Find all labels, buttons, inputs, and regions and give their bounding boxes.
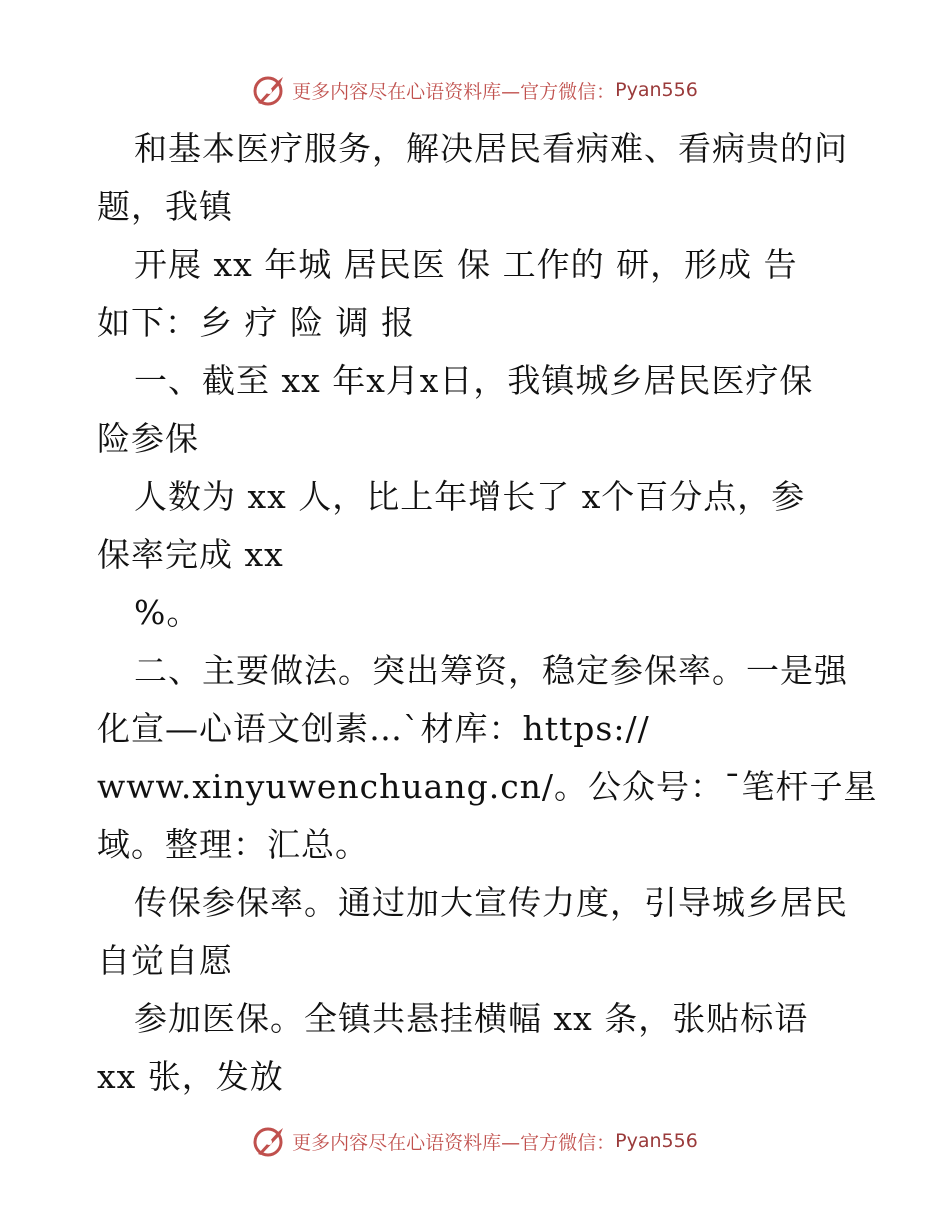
text-line: xx 张，发放 xyxy=(97,1057,284,1096)
text-line: 人数为 xx 人，比上年增长了 x个百分点，参 xyxy=(134,477,806,516)
text-line: www.xinyuwenchuang.cn/。公众号：¯笔杆子星 xyxy=(97,767,878,806)
text-line: 域。整理：汇总。 xyxy=(97,825,369,864)
footer-wechat-id: Pyan556 xyxy=(615,1130,698,1152)
text-line: 开展 xx 年城 居民医 保 工作的 研，形成 告 xyxy=(134,245,798,284)
header-watermark xyxy=(0,70,950,110)
text-line: %。 xyxy=(134,593,201,632)
text-line: 险参保 xyxy=(97,419,199,458)
text-line: 保率完成 xx xyxy=(97,535,284,574)
footer-watermark xyxy=(0,1121,950,1161)
document-body xyxy=(0,119,950,1109)
text-line: 传保参保率。通过加大宣传力度，引导城乡居民 xyxy=(134,883,848,922)
header-brand-text: 更多内容尽在心语资料库—官方微信： xyxy=(292,80,616,103)
text-line: 一、截至 xx 年x月x日，我镇城乡居民医疗保 xyxy=(134,361,814,400)
text-line: 和基本医疗服务，解决居民看病难、看病贵的问 xyxy=(134,129,848,168)
header-wechat-id: Pyan556 xyxy=(615,79,698,101)
footer-brand-text: 更多内容尽在心语资料库—官方微信： xyxy=(292,1131,616,1154)
text-line: 自觉自愿 xyxy=(97,941,233,980)
text-line: 二、主要做法。突出筹资，稳定参保率。一是强 xyxy=(134,651,848,690)
pen-nib-logo-icon xyxy=(252,1124,286,1158)
text-line: 题，我镇 xyxy=(97,187,233,226)
pen-nib-logo-icon xyxy=(252,73,286,107)
text-line: 化宣—心语文创素…`材库：https:// xyxy=(97,709,650,748)
text-line: 参加医保。全镇共悬挂横幅 xx 条，张贴标语 xyxy=(134,999,809,1038)
text-line: 如下：乡 疗 险 调 报 xyxy=(97,303,415,342)
